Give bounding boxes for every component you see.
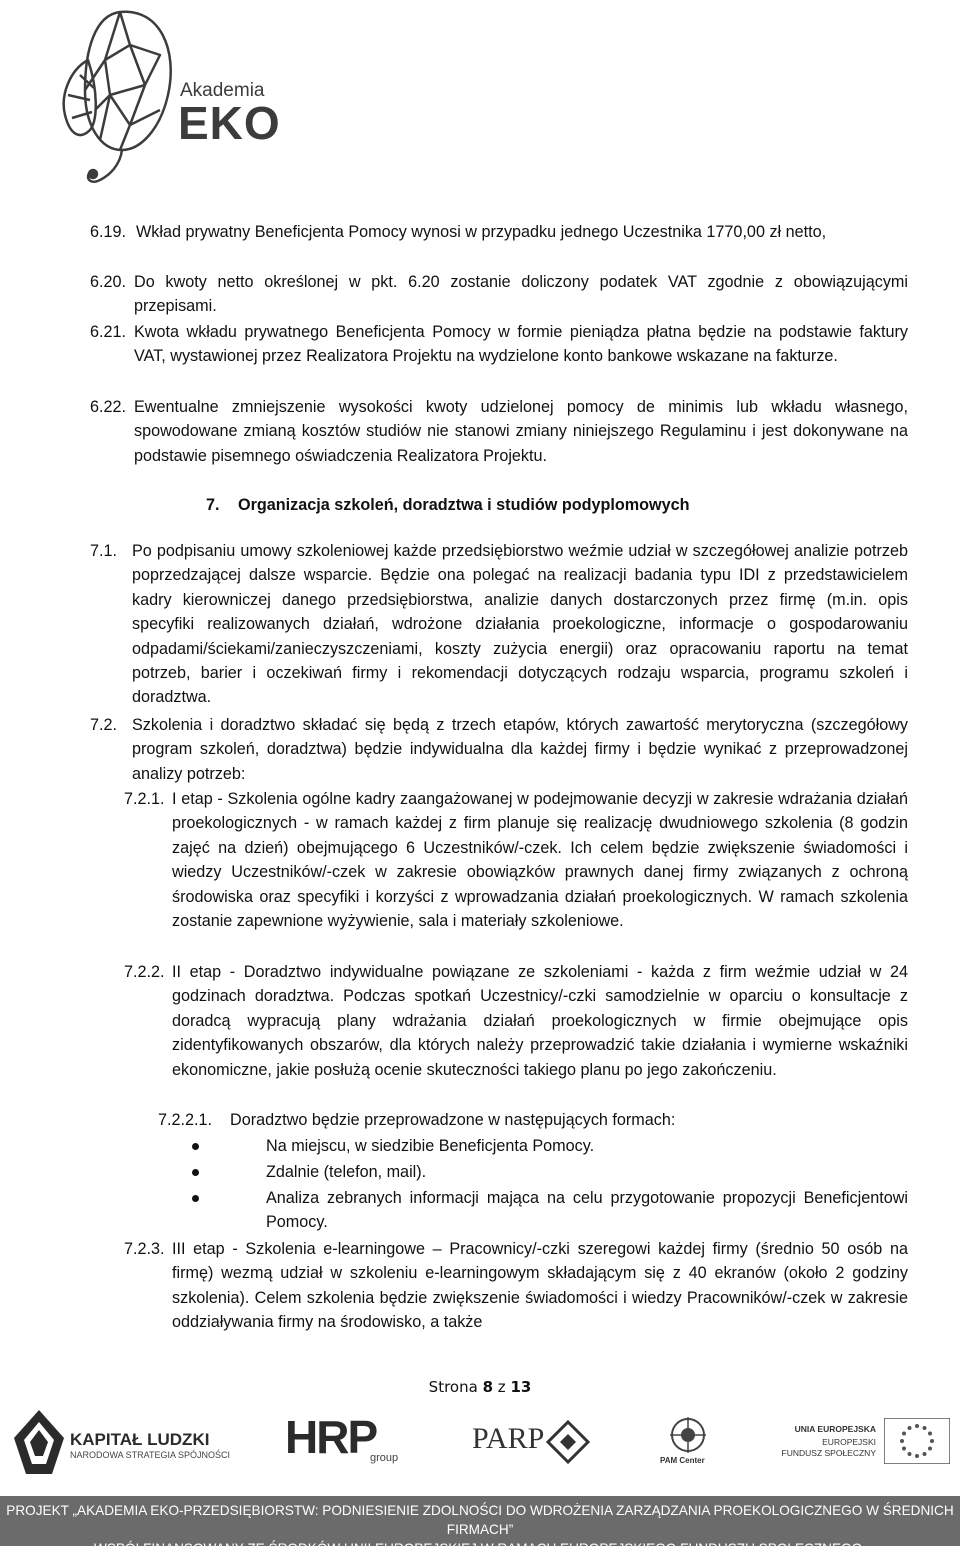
footer-project-bar	[0, 1496, 960, 1556]
clause-6-22	[90, 395, 908, 468]
clause-7-2-2	[124, 960, 908, 1082]
clause-number: 6.19.	[90, 223, 127, 241]
clause-7-2-2-1	[158, 1108, 908, 1132]
clause-number: 7.2.2.1.	[158, 1111, 213, 1129]
clause-text: I etap - Szkolenia ogólne kadry zaangażowanej w podejmowanie decyzji w zakresie wdrażania działań proekologicznych - w ramach każdej z firm planuje się realizację dwudniowego szkolenia (8 godzin zajęć na dzień) obejmującego 6 Uczestników/-czek. Ich celem będzie zwiększenie świadomości i wiedzy Uczestników/-czek w zakresie obowiązków prawnych danej firmy związanych z ochroną środowiska oraz specyfiki i korzyści z wprowadzania działań proekologicznych. W ramach szkolenia zostanie zapewnione wyżywienie, sala i materiały szkoleniowe.	[172, 790, 908, 931]
page-total: 13	[510, 1378, 532, 1396]
parp-logo-text: PARP	[472, 1422, 545, 1455]
clause-6-19	[90, 220, 908, 244]
clause-number: 6.20.	[90, 273, 127, 291]
eu-line3: FUNDUSZ SPOŁECZNY	[781, 1448, 876, 1458]
section-title: Organizacja szkoleń, doradztwa i studiów podyplomowych	[238, 496, 690, 514]
footer-line2: WSPÓŁFINANSOWANY ZE ŚRODKÓW UNII EUROPEJSKIEJ W RAMACH EUROPEJSKIEGO FUNDUSZU SPOŁECZNEGO.	[94, 1541, 866, 1556]
page-number	[0, 1378, 960, 1396]
clause-6-21	[90, 320, 908, 369]
parp-arrow-icon	[546, 1420, 590, 1464]
clause-number: 6.22.	[90, 398, 127, 416]
clause-7-1	[90, 539, 908, 710]
list-item-text: Zdalnie (telefon, mail).	[266, 1163, 427, 1181]
clause-text: III etap - Szkolenia e-learningowe – Pracownicy/-czki szeregowi każdej firmy (średnio 50 osób na firmę) wezmą udział w szkoleniu e-learningowym składającym się z 40 ekranów (około 2 godziny szkolenia). Celem szkolenia będzie zwiększenie świadomości i wiedzy Pracowników/-czek w zakresie oddziaływania firmy na środowisko, a także	[172, 1240, 908, 1332]
hrp-group-text: group	[370, 1452, 399, 1464]
list-item	[192, 1160, 908, 1184]
section-7-heading	[206, 493, 690, 517]
bullet-icon	[192, 1143, 199, 1150]
clause-number: 7.2.	[90, 716, 118, 734]
logo-big-text: EKO	[178, 97, 281, 149]
clause-text: Kwota wkładu prywatnego Beneficjenta Pomocy w formie pieniądza płatna będzie na podstawie faktury VAT, wystawionej przez Realizatora Projektu na wydzielone konto bankowe wskazane na fakturze.	[134, 323, 908, 366]
clause-number: 7.2.1.	[124, 790, 165, 808]
eu-line2: EUROPEJSKI	[822, 1437, 876, 1447]
page-separator: z	[497, 1378, 506, 1396]
footer-logos	[0, 1400, 960, 1490]
clause-text: Szkolenia i doradztwo składać się będą z trzech etapów, których zawartość merytoryczna (szczegółowy program szkoleń, doradztwa) będzie indywidualna dla każdej firmy i będzie wynikać z przeprowadzonej analizy potrzeb:	[132, 716, 908, 783]
clause-number: 6.21.	[90, 323, 127, 341]
kapital-ludzki-icon	[12, 1408, 66, 1476]
list-item	[192, 1134, 908, 1158]
bullet-icon	[192, 1169, 199, 1176]
section-number: 7.	[206, 496, 220, 514]
clause-number: 7.1.	[90, 542, 118, 560]
clause-text: Do kwoty netto określonej w pkt. 6.20 zostanie doliczony podatek VAT zgodnie z obowiązującymi przepisami.	[134, 273, 908, 316]
list-item-text: Analiza zebranych informacji mająca na celu przygotowanie propozycji Beneficjentowi Pomocy.	[266, 1189, 908, 1232]
clause-number: 7.2.3.	[124, 1240, 165, 1258]
pam-center-icon	[665, 1414, 711, 1456]
pam-center-text: PAM Center	[660, 1456, 705, 1465]
clause-7-2-3	[124, 1237, 908, 1335]
list-item-text: Na miejscu, w siedzibie Beneficjenta Pomocy.	[266, 1137, 595, 1155]
eu-line1: UNIA EUROPEJSKA	[794, 1424, 876, 1434]
kapital-ludzki-title: KAPITAŁ LUDZKI	[70, 1430, 210, 1449]
kapital-ludzki-subtitle: NARODOWA STRATEGIA SPÓJNOŚCI	[70, 1450, 231, 1460]
clause-6-20	[90, 270, 908, 319]
clause-7-2	[90, 713, 908, 786]
page-prefix: Strona	[428, 1378, 478, 1396]
bullet-icon	[192, 1195, 199, 1202]
clause-text: Ewentualne zmniejszenie wysokości kwoty udzielonej pomocy de minimis lub wkładu własnego, spowodowane zmianą kosztów studiów nie stanowi zmiany niniejszego Regulaminu i jest dokonywane na podstawie pisemnego oświadczenia Realizatora Projektu.	[134, 398, 908, 465]
clause-text: Po podpisaniu umowy szkoleniowej każde przedsiębiorstwo weźmie udział w szczegółowej analizie potrzeb poprzedzającej dalsze wsparcie. Będzie ona polegać na realizacji badania typu IDI z przedstawicielem kadry kierowniczej danego przedsiębiorstwa, analizie danych dostarczonych przez firmę (m.in. opis specyfiki realizowanych działań, wdrożone działania proekologiczne, informacje o gospodarowaniu odpadami/ściekami/zanieczyszczeniami, koszty zużycia energii) oraz opracowaniu raportu na temat potrzeb, barier i oczekiwań firmy i rekomendacji dotyczących rodzaju wsparcia, programu szkoleń i doradztwa.	[132, 542, 908, 707]
clause-text: Doradztwo będzie przeprowadzone w następujących formach:	[230, 1111, 676, 1129]
clause-7-2-1	[124, 787, 908, 933]
clause-number: 7.2.2.	[124, 963, 165, 981]
clause-text: II etap - Doradztwo indywidualne powiązane ze szkoleniami - każda z firm weźmie udział w 24 godzinach doradztwa. Podczas spotkań Uczestnicy/-czki samodzielnie w oparciu o konsultacje z doradcą wypracują plany wdrażania działań proekologicznych w firmie obejmujące opis zidentyfikowanych obszarów, dla których należy przeprowadzić takie działania i wymierne wskaźniki ekonomiczne, jakie posłużą ocenie skuteczności takiego planu po jego zakończeniu.	[172, 963, 908, 1079]
logo-small-text: Akademia	[180, 80, 265, 101]
clause-text: Wkład prywatny Beneficjenta Pomocy wynosi w przypadku jednego Uczestnika 1770,00 zł netto,	[136, 223, 827, 241]
eu-flag-icon	[884, 1418, 950, 1464]
list-item	[192, 1186, 908, 1235]
page-current: 8	[482, 1378, 494, 1396]
hrp-logo-text: HRP	[285, 1411, 377, 1463]
footer-line1: PROJEKT „AKADEMIA EKO-PRZEDSIĘBIORSTW: PODNIESIENIE ZDOLNOŚCI DO WDROŻENIA ZARZĄDZANIA PROEKOLOGICZNEGO W ŚREDNICH FIRMACH”	[6, 1503, 954, 1537]
